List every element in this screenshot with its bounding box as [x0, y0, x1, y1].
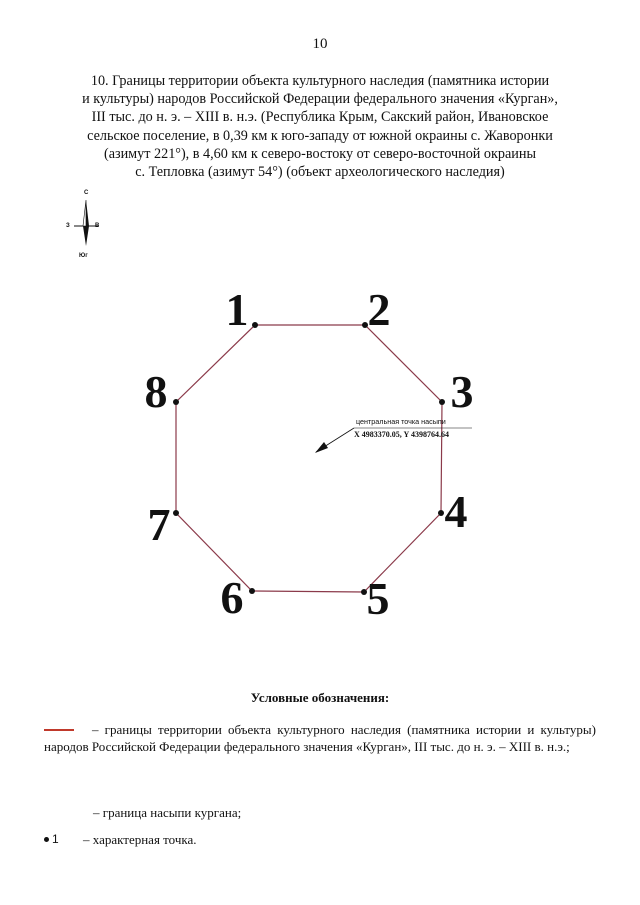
legend-mound-text: – граница насыпи кургана;	[93, 805, 242, 820]
boundary-point-6	[249, 588, 255, 594]
legend-item-boundary	[44, 721, 596, 755]
document-title	[40, 72, 600, 181]
point-dot-icon	[44, 837, 49, 842]
compass-east-label: В	[95, 223, 100, 229]
boundary-polygon	[176, 325, 442, 592]
legend-boundary-text-1: – границы территории объекта культурного наследия (памятника истории и культуры)	[92, 722, 596, 737]
title-line: с. Тепловка (азимут 54°) (объект археологического наследия)	[135, 164, 505, 181]
point-label-3: 3	[450, 366, 474, 417]
legend-item-mound	[93, 805, 241, 821]
boundary-swatch	[44, 729, 74, 731]
site-plan	[0, 270, 640, 650]
point-label-2: 2	[367, 284, 391, 335]
compass-south-label: Юг	[79, 253, 88, 259]
legend-point-symbol-label: 1	[52, 832, 59, 846]
point-label-4: 4	[444, 486, 468, 537]
point-label-1: 1	[225, 284, 249, 335]
center-point-coords: X 4983370.05, Y 4398764.64	[354, 430, 449, 439]
title-line: и культуры) народов Российской Федерации федерального значения «Курган»,	[82, 91, 558, 108]
compass-rose	[62, 190, 112, 262]
point-label-8: 8	[144, 366, 168, 417]
page-number: 10	[312, 36, 328, 52]
compass-north-label: С	[84, 190, 89, 196]
legend-title: Условные обозначения:	[250, 690, 390, 705]
title-line: III тыс. до н. э. – XIII в. н.э. (Республика Крым, Сакский район, Ивановское	[91, 109, 549, 126]
boundary-point-1	[252, 322, 258, 328]
boundary-point-3	[439, 399, 445, 405]
title-line: 10. Границы территории объекта культурного наследия (памятника истории	[90, 73, 550, 89]
legend-point-text: – характерная точка.	[83, 832, 197, 847]
title-line: (азимут 221°), в 4,60 км к северо-востоку от северо-восточной окраины	[103, 145, 537, 162]
point-label-7: 7	[147, 499, 171, 550]
legend-boundary-text-2: народов Российской Федерации федерального значения «Курган», III тыс. до н. э. – XIII в. н.э.;	[44, 739, 570, 754]
compass-west-label: З	[66, 223, 70, 229]
boundary-point-8	[173, 399, 179, 405]
boundary-point-7	[173, 510, 179, 516]
center-arrow-icon	[315, 442, 328, 453]
title-line: сельское поселение, в 0,39 км к юго-западу от южной окраины с. Жаворонки	[87, 127, 553, 144]
point-label-5: 5	[366, 573, 390, 624]
point-label-6: 6	[220, 572, 244, 623]
center-point-label: центральная точка насыпи	[356, 417, 446, 426]
boundary-point-4	[438, 510, 444, 516]
